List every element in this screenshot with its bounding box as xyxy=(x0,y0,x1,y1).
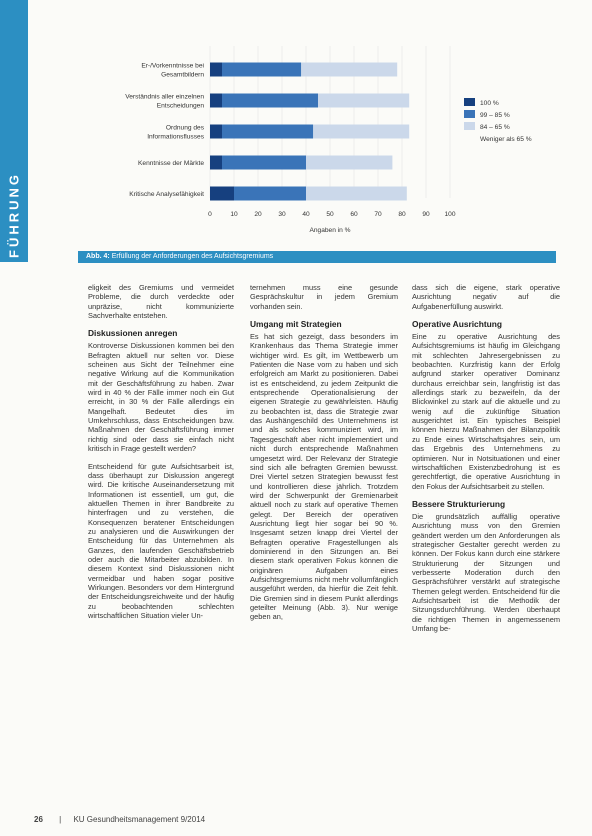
section-heading: Diskussionen anregen xyxy=(88,328,178,339)
figure-caption-text: Erfüllung der Anforderungen des Aufsichtsgremiums xyxy=(111,253,274,260)
category-label: Ordnung des Informationsflusses xyxy=(147,124,204,141)
paragraph: dass sich die eigene, stark operative Ausrichtung negativ auf die Aufgabenerfüllung auswirkt. xyxy=(412,283,560,311)
section-sidebar xyxy=(0,0,28,836)
text-column-3 xyxy=(412,283,560,641)
x-tick-label: 60 xyxy=(350,211,358,218)
legend-swatch xyxy=(464,122,475,130)
paragraph: Die grundsätzlich auffällig operative Ausrichtung muss von den Gremien geändert werden um den Anforderungen als strategischer Gestalter gerecht werden zu können. Der Fokus kann durch eine stärkere Strukturierung der Sitzungen und verbesserte Moderation durch den Gesprächsführer verstärkt auf strategische Themen gelegt werden. Entscheidend für die Aufsichtsarbeit ist die Methodik der Sitzungsdurchführung. Werden überhaupt die richtigen Themen in angemessenem Umfang be- xyxy=(412,511,560,633)
x-tick-label: 70 xyxy=(374,211,382,218)
bar-segment xyxy=(222,156,306,170)
x-tick-label: 80 xyxy=(398,211,406,218)
bar-segment xyxy=(234,187,306,201)
category-label: Kritische Analysefähigkeit xyxy=(129,191,204,198)
bar-segment xyxy=(318,94,409,108)
bar-segment xyxy=(222,125,313,139)
footer-separator: | xyxy=(59,815,62,824)
section-label: FÜHRUNG xyxy=(6,172,22,258)
text-column-2 xyxy=(250,283,398,630)
bar-segment xyxy=(210,94,222,108)
category-label: Er-/Vorkenntnisse bei Gesamtbildern xyxy=(141,62,204,79)
page-number: 26 xyxy=(34,815,43,824)
figure-chart xyxy=(78,38,560,250)
x-tick-label: 10 xyxy=(230,211,238,218)
legend-swatch xyxy=(464,110,475,118)
x-tick-label: 20 xyxy=(254,211,262,218)
figure-caption-prefix: Abb. 4: xyxy=(86,253,110,260)
bar-segment xyxy=(306,156,392,170)
bar-segment xyxy=(222,94,318,108)
x-tick-label: 0 xyxy=(208,211,212,218)
legend-label: 84 – 65 % xyxy=(480,124,510,131)
section-heading: Bessere Strukturierung xyxy=(412,498,506,509)
bar-segment xyxy=(210,156,222,170)
legend-label: 99 – 85 % xyxy=(480,112,510,119)
bar-segment xyxy=(306,187,407,201)
x-tick-label: 90 xyxy=(422,211,430,218)
paragraph: Kontroverse Diskussionen kommen bei den Befragten aktuell nur selten vor. Diese scheinen aus Sicht der Teilnehmer eine negative Wirkung auf die Kommunikation mit der Geschäftsführung zu haben. Zwar wird in 40 % der Fälle immer noch ein Gut erreicht, in 30 % der Fälle allerdings ein Mangelhaft. Bedeutet dies im Umkehrschluss, dass Entscheidungen bzw. Maßnahmen der Geschäftsführung immer richtig sind oder dass sie einfach nicht kritisch in Frage gestellt werden? xyxy=(88,341,234,454)
paragraph: Es hat sich gezeigt, dass besonders im Krankenhaus das Thema Strategie immer wichtiger wird. Es gilt, im Wettbewerb um Patienten die Nase vorn zu haben und sich erfolgreich am Markt zu positionieren. Dabei ist es entscheidend, zu jedem Zeitpunkt die entsprechende Operationalisierung der eigenen Strategie zu gewährleisten. Häufig zu beobachten ist, dass die Strategie zwar das Aushängeschild des Unternehmens ist und als solches kommuniziert wird, im Tagesgeschäft aber nicht implementiert und nicht durch entsprechende Maßnahmen umgesetzt wird. Der Relevanz der Strategie sind sich alle befragten Gremien bewusst. Drei Viertel setzen Strategien bewusst fest und kontrollieren diese jährlich. Trotzdem wird der Schwerpunkt der Gremienarbeit aktuell noch zu stark auf operative Themen gelegt. Der Bereich der operativen Ausrichtung liegt hier sogar bei 90 %. Insgesamt setzen knapp drei Viertel der Befragten operative Fragestellungen als dominierend in den Sitzungen an. Bei diesem stark operativen Fokus können die originären Aufgaben eines Aufsichtsgremiums nicht mehr vollumfänglich ausgeführt werden, da hierfür die Zeit fehlt. Die Gremien sind in diesem Punkt allerdings geteilter Meinung (Abb. 3). Nur wenige geben an, xyxy=(250,332,398,622)
bar-segment xyxy=(313,125,409,139)
bar-segment xyxy=(210,63,222,77)
legend-label: Weniger als 65 % xyxy=(480,136,532,143)
paragraph: eligkeit des Gremiums und vermeidet Probleme, die durch verdeckte oder unpräzise, nicht kommunizierte Sachverhalte entstehen. xyxy=(88,283,234,321)
paragraph: Entscheidend für gute Aufsichtsarbeit ist, dass überhaupt zur Diskussion angeregt wird. Die kritische Auseinandersetzung mit Informationen ist essentiell, um gut, die aktuellen Themen in ihrer Bandbreite zu hinterfragen und zu verstehen, die Konsequenzen beratener Entscheidungen zu analysieren und die Auswirkungen der Entscheidung für das Unternehmen als Ganzes, den laufenden Geschäftsbetrieb oder auch die Mitarbeiter abzubilden. In diesem Kontext sind Diskussionen nicht vermeidbar und haben sogar positive Wirkungen. Besonders vor dem Hintergrund der Entscheidungsreichweite und der häufig zu beobachtenden schlechten wirtschaftlichen Situation vieler Un- xyxy=(88,461,234,620)
bar-segment xyxy=(301,63,397,77)
paragraph: ternehmen muss eine gesunde Gesprächskultur in jedem Gremium vorhanden sein. xyxy=(250,283,398,311)
section-heading: Umgang mit Strategien xyxy=(250,319,342,330)
bar-segment xyxy=(222,63,301,77)
bar-segment xyxy=(210,125,222,139)
x-tick-label: 50 xyxy=(326,211,334,218)
x-tick-label: 100 xyxy=(444,211,456,218)
legend-label: 100 % xyxy=(480,100,499,107)
bar-segment xyxy=(210,187,234,201)
x-tick-label: 40 xyxy=(302,211,310,218)
category-label: Verständnis aller einzelnen Entscheidungen xyxy=(125,93,204,110)
stacked-bar-chart xyxy=(78,38,560,250)
section-heading: Operative Ausrichtung xyxy=(412,319,502,330)
category-label: Kenntnisse der Märkte xyxy=(138,160,204,167)
x-tick-label: 30 xyxy=(278,211,286,218)
legend-swatch xyxy=(464,98,475,106)
x-axis-label: Angaben in % xyxy=(309,227,351,234)
journal-name: KU Gesundheitsmanagement 9/2014 xyxy=(73,815,206,824)
figure-caption xyxy=(78,251,556,263)
paragraph: Eine zu operative Ausrichtung des Aufsichtsgremiums ist häufig im Gleichgang mit schlechten Jahresergebnissen zu beobachten. Kurzfristig kann der Erfolg aufgrund starker operativer Dominanz durchaus erreichbar sein, langfristig ist das allerdings stark zu bezweifeln, da der Blickwinkel zu stark auf die aktuelle und zu wenig auf die zukünftige Situation ausgerichtet ist. Ein typisches Beispiel können hierzu Maßnahmen der Bilanzpolitik zu Ende eines Wirtschaftsjahres sein, um das Ergebnis des Unternehmens zu optimieren. Nur in Notsituationen und einer wirtschaftlichen Existenzbedrohung ist es gerechtfertigt, die operative Ausrichtung in den Fokus der Aufsichtsarbeit zu stellen. xyxy=(412,332,560,491)
text-column-1 xyxy=(88,283,234,628)
page-footer xyxy=(34,815,205,824)
